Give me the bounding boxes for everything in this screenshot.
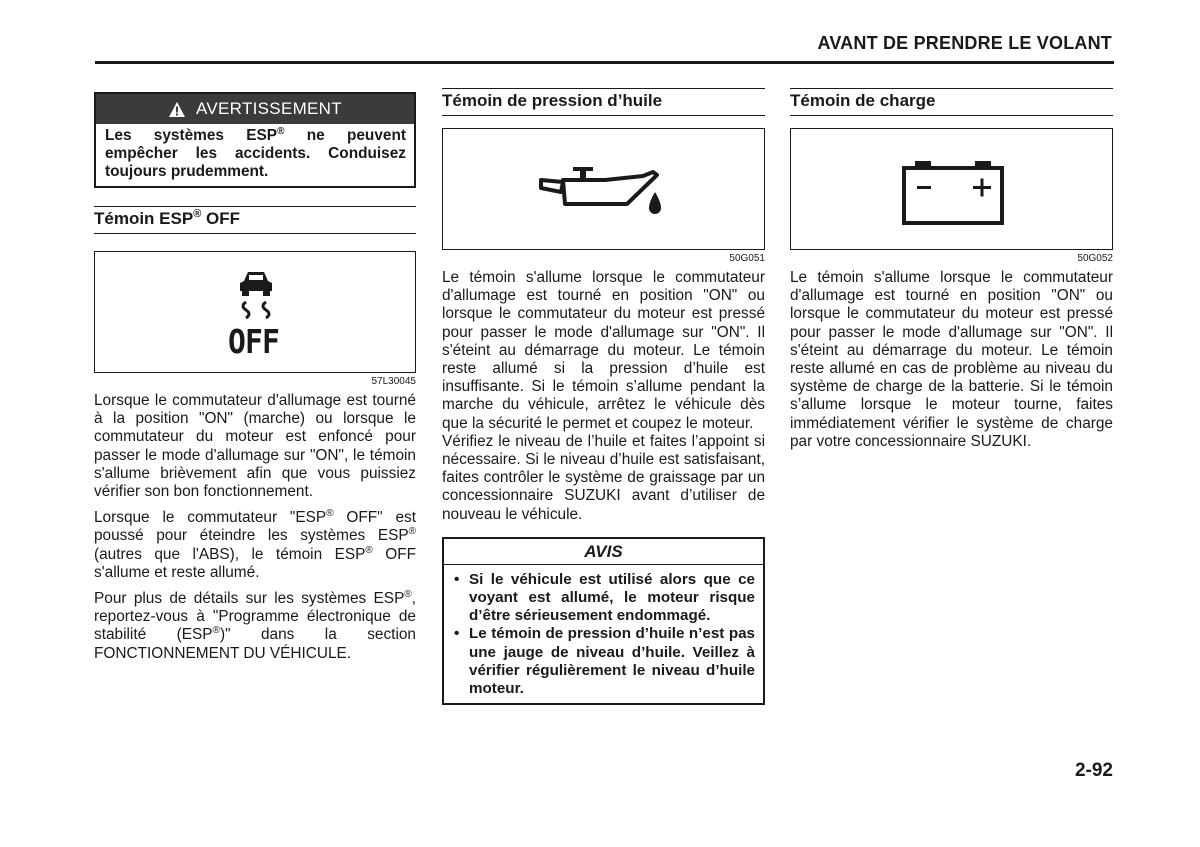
esp-paragraph-1: Lorsque le commutateur d'allumage est tourné à la position "ON" (marche) ou lorsque le commutateur du moteur est enfoncé pour passer le mode d'allumage sur "ON", le témoin s'allume brièvement afin que vous puissiez vérifier son bon fonctionnement. <box>94 392 416 501</box>
oil-paragraph-1: Le témoin s'allume lorsque le commutateur d'allumage est tourné en position "ON" ou lorsque le commutateur du moteur est pressé pour passer le mode d'allumage sur "ON". Il s'éteint au démarrage du moteur. Le témoin reste allumé si la pression d’huile est insuffisante. Si le témoin s’allume pendant la marche du véhicule, arrêtez le véhicule dès que la sécurité le permet et coupez le moteur. <box>442 269 765 432</box>
warning-text: Les systèmes ESP® ne peuvent empêcher les accidents. Conduisez toujours prudemment. <box>105 126 406 180</box>
oil-pressure-heading: Témoin de pression d’huile <box>442 88 765 116</box>
oil-can-icon <box>535 162 675 222</box>
avis-item: • Le témoin de pression d’huile n’est pas une jauge de niveau d’huile. Veillez à vérifier régulièrement le niveau d’huile moteur. <box>452 625 755 698</box>
avis-item: • Si le véhicule est utilisé alors que ce voyant est allumé, le moteur risque d’être sérieusement endommagé. <box>452 571 755 626</box>
charge-body <box>790 269 1113 451</box>
avis-title: AVIS <box>444 539 763 565</box>
column-right <box>790 88 1113 451</box>
charge-paragraph-1: Le témoin s'allume lorsque le commutateur d'allumage est tourné en position "ON" ou lorsque le commutateur du moteur est pressé pour passer le mode d'allumage sur "ON". Il s'éteint au démarrage du moteur. Le témoin reste allumé en cas de problème au niveau du système de charge de la batterie. Si le témoin s’allume lorsque le moteur tourne, faites immédiatement vérifier le système de charge par votre concessionnaire SUZUKI. <box>790 269 1113 450</box>
warning-triangle-icon <box>168 101 186 118</box>
header-rule <box>95 61 1114 64</box>
warning-box <box>94 92 416 188</box>
avis-list <box>444 565 763 703</box>
oil-pressure-body <box>442 269 765 524</box>
figure-code: 57L30045 <box>371 376 416 387</box>
page-number: 2-92 <box>1074 760 1113 781</box>
esp-skid-car-icon <box>236 269 276 321</box>
charge-heading: Témoin de charge <box>790 88 1113 116</box>
oil-pressure-figure <box>442 128 765 250</box>
avis-box <box>442 537 765 705</box>
page-header-title: AVANT DE PRENDRE LE VOLANT <box>817 33 1112 53</box>
warning-header <box>96 94 414 124</box>
esp-off-figure <box>94 251 416 373</box>
esp-off-body <box>94 392 416 663</box>
esp-off-heading: Témoin ESP® OFF <box>94 206 416 234</box>
figure-code: 50G052 <box>1077 253 1113 264</box>
esp-paragraph-2: Lorsque le commutateur "ESP® OFF" est poussé pour éteindre les systèmes ESP® (autres que l'ABS), le témoin ESP® OFF s'allume et reste allumé. <box>94 508 417 581</box>
figure-code: 50G051 <box>729 253 765 264</box>
oil-paragraph-2: Vérifiez le niveau de l’huile et faites l’appoint si nécessaire. Si le niveau d’huile est satisfaisant, faites contrôler le système de graissage par un concessionnaire SUZUKI avant d’utiliser de nouveau le véhicule. <box>442 432 765 523</box>
esp-off-label: OFF <box>228 322 279 361</box>
charge-figure <box>790 128 1113 250</box>
warning-title: AVERTISSEMENT <box>196 99 342 118</box>
column-middle <box>442 88 765 705</box>
battery-icon <box>901 159 1005 225</box>
column-left <box>94 88 416 663</box>
esp-paragraph-3: Pour plus de détails sur les systèmes ESP®, reportez-vous à "Programme électronique de stabilité (ESP®)" dans la section FONCTIONNEMENT DU VÉHICULE. <box>94 589 416 662</box>
